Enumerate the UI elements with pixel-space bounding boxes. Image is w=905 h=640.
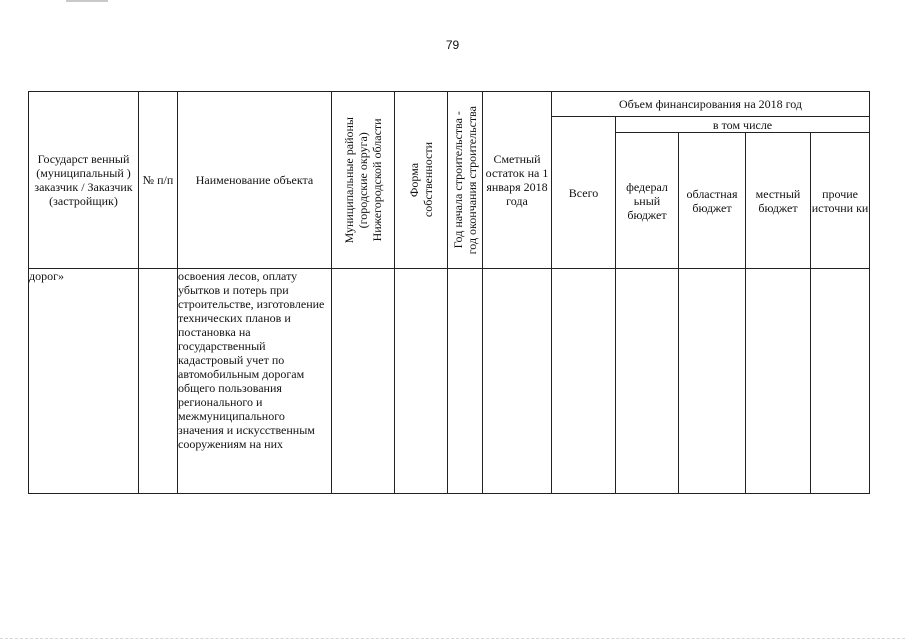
header-estimate: Сметный остаток на 1 января 2018 года: [483, 92, 552, 269]
header-ownership-line-2: собственности: [421, 142, 435, 218]
cell-estimate: [483, 269, 552, 494]
header-districts: [332, 92, 395, 269]
cell-number: [139, 269, 178, 494]
header-years: [448, 92, 483, 269]
header-ownership-line-1: Форма: [407, 162, 421, 198]
header-years-line-1: Год начала строительства -: [451, 111, 465, 249]
header-federal: федерал ьный бюджет: [616, 133, 679, 269]
header-including: в том числе: [616, 117, 870, 133]
header-customer: Государст венный (муниципальный ) заказчик / Заказчик (застройщик): [29, 92, 139, 269]
header-other: прочие источни ки: [811, 133, 870, 269]
header-local: местный бюджет: [746, 133, 811, 269]
header-districts-line-3: Нижегородской области: [370, 118, 384, 242]
cell-regional: [679, 269, 746, 494]
header-districts-line-2: (городские округа): [356, 131, 370, 229]
table-row: [29, 269, 870, 494]
header-number: № п/п: [139, 92, 178, 269]
header-districts-line-1: Муниципальные районы: [342, 116, 356, 244]
cell-local: [746, 269, 811, 494]
scan-artifact: [66, 0, 108, 2]
header-financing: Объем финансирования на 2018 год: [552, 92, 870, 117]
header-total: Всего: [552, 117, 616, 269]
header-row-1: [29, 92, 870, 117]
cell-ownership: [395, 269, 448, 494]
header-ownership: [395, 92, 448, 269]
cell-total: [552, 269, 616, 494]
cell-districts: [332, 269, 395, 494]
header-object-name: Наименование объекта: [178, 92, 332, 269]
cell-years: [448, 269, 483, 494]
header-years-line-2: год окончания строительства: [465, 105, 479, 255]
cell-customer: дорог»: [29, 269, 139, 494]
page-number: 79: [445, 38, 460, 52]
header-regional: областная бюджет: [679, 133, 746, 269]
cell-object-name: освоения лесов, оплату убытков и потерь при строительстве, изготовление технических планов и постановка на государственный кадастровый учет по автомобильным дорогам общего пользования регионального и межмуниципального значения и искусственным сооружениям на них: [178, 269, 332, 494]
cell-other: [811, 269, 870, 494]
financing-table: [28, 91, 870, 494]
cell-federal: [616, 269, 679, 494]
